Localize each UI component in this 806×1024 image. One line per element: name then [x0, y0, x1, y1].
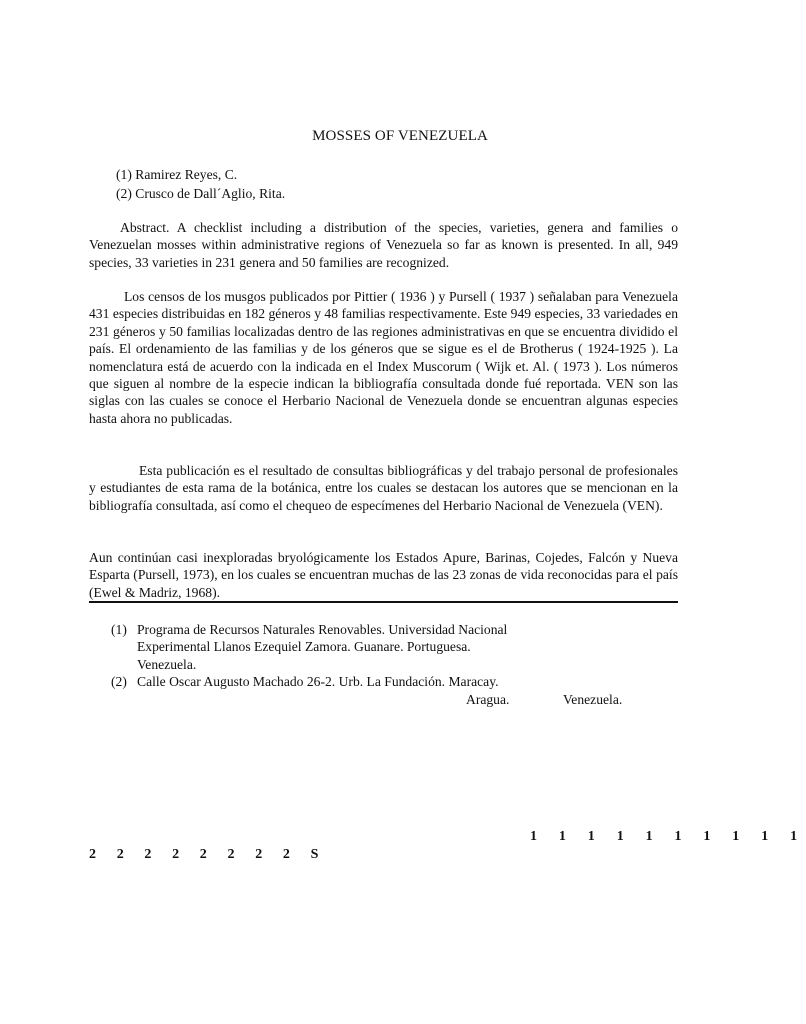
stray-ones-row: 1 1 1 1 1 1 1 1 1 1: [530, 829, 806, 844]
footnote-line: Programa de Recursos Naturales Renovables. Universidad Nacional: [137, 622, 508, 637]
abstract-paragraph: Abstract. A checklist including a distribution of the species, varieties, genera and families o Venezuelan mosses within administrative regions of Venezuela so far as known is presented. In all, 949 species, 33 varieties in 231 genera and 50 families are recognized.: [89, 220, 678, 270]
publicacion-paragraph: Esta publicación es el resultado de consultas bibliográficas y del trabajo personal de profesionales y estudiantes de esta rama de la botánica, entre los cuales se destacan los autores que se mencionan en la bibliografía consultada, así como el chequeo de especímenes del Herbario Nacional de Venezuela (VEN).: [89, 463, 678, 513]
footnote-line: Venezuela.: [137, 656, 197, 672]
footnote-country: Venezuela.: [563, 691, 623, 707]
footnote-line: Experimental Llanos Ezequiel Zamora. Guanare. Portuguesa.: [137, 639, 471, 655]
footnote-tail: [137, 691, 671, 708]
aun-paragraph: Aun continúan casi inexploradas bryológicamente los Estados Apure, Barinas, Cojedes, Falcón y Nueva Esparta (Pursell, 1973), en los cuales se encuentran muchas de las 23 zonas de vida reconocidas para el país (Ewel & Madriz, 1968).: [89, 550, 678, 600]
author-2: (2) Crusco de Dall´Aglio, Rita.: [116, 186, 286, 201]
footnote-1: [111, 621, 671, 673]
censos-paragraph: Los censos de los musgos publicados por Pittier ( 1936 ) y Pursell ( 1937 ) señalaban para Venezuela 431 especies distribuidas en 182 géneros y 48 familias respectivamente. Este 949 especies, 33 variedades en 231 géneros y 50 familias localizadas dentro de las regiones administrativas en que se encuentra dividido el país. El ordenamiento de las familias y de los géneros que se sigue es el de Brotherus ( 1924-1925 ). La nomenclatura está de acuerdo con la indicada en el Index Muscorum ( Wijk et. Al. ( 1973 ). Los números que siguen al nombre de la especie indican la bibliografía consultada donde fué reportada. VEN son las siglas con las cuales se conoce el Herbario Nacional de Venezuela donde se encuentran algunas especies hasta ahora no publicadas.: [89, 289, 678, 426]
footnote-divider: [89, 601, 678, 603]
page-title: MOSSES OF VENEZUELA: [312, 128, 488, 144]
footnote-number: (2): [111, 674, 127, 690]
footnotes: [111, 621, 671, 708]
author-1: (1) Ramirez Reyes, C.: [116, 167, 238, 182]
author-list: [116, 166, 285, 204]
footnote-line: Calle Oscar Augusto Machado 26-2. Urb. La Fundación. Maracay.: [137, 674, 499, 690]
stray-twos-row: 2 2 2 2 2 2 2 2 S: [89, 847, 327, 862]
footnote-2: [111, 673, 671, 708]
footnote-state: Aragua.: [466, 691, 510, 707]
footnote-number: (1): [111, 622, 127, 637]
